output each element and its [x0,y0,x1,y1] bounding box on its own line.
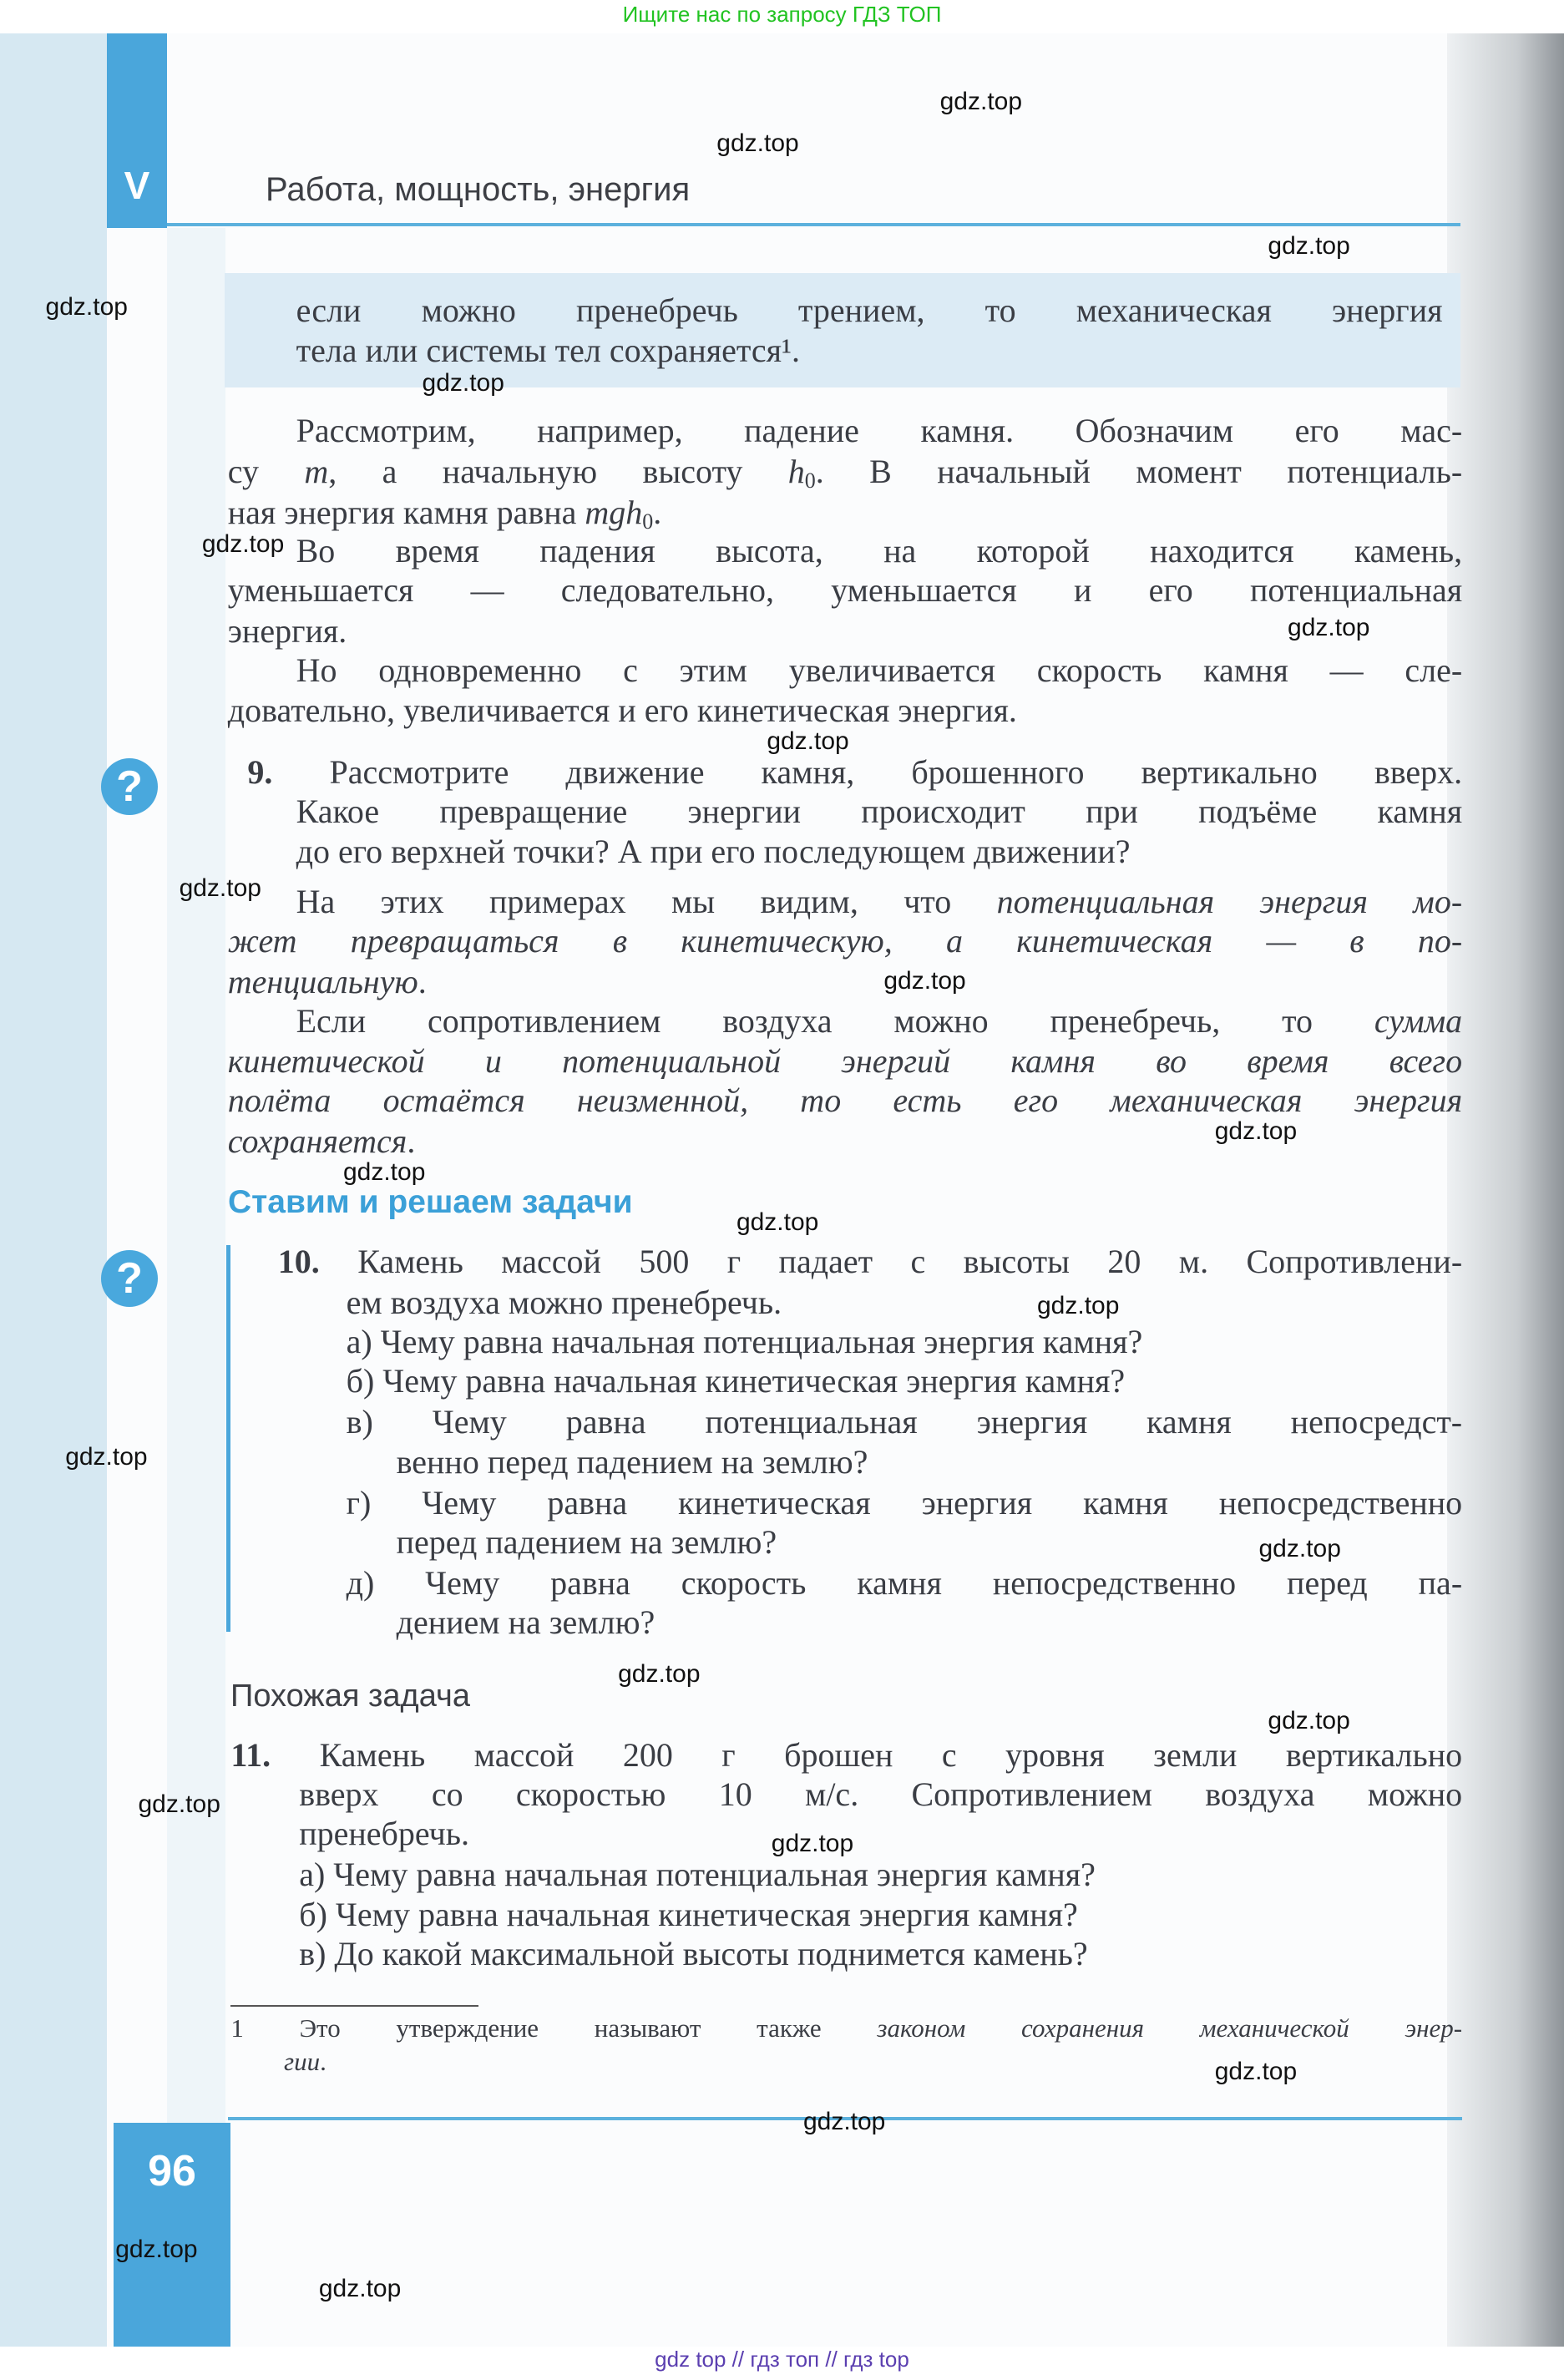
text-segment: энергия. [227,612,347,650]
watermark-text: gdz.top [883,967,966,995]
watermark-text: gdz.top [318,2275,402,2303]
watermark-text: gdz.top [1036,1292,1120,1320]
body-text-line [230,1734,1462,1776]
text-segment: кинетической и потенциальной энергий камня во время всего [227,1041,1463,1080]
body-text-line [228,492,662,534]
chapter-title: Работа, мощность, энергия [266,171,691,208]
body-text-line [347,1321,1143,1363]
body-text-line [228,1041,1462,1082]
watermark-text: gdz.top [1214,1117,1298,1146]
text-segment: в) Чему равна потенциальная энергия камня непосредст- [346,1403,1463,1441]
task-accent-bar [226,1245,230,1632]
body-text-line [296,650,1463,691]
text-segment: пренебречь. [299,1815,470,1853]
text-segment: сумма [1374,1002,1463,1041]
watermark-text: gdz.top [342,1158,426,1187]
text-segment: законом сохранения механической энер- [877,2013,1463,2043]
watermark-text: gdz.top [1214,2057,1298,2085]
watermark-text: gdz.top [939,88,1023,116]
watermark-text: gdz.top [802,2108,886,2135]
text-segment: вверх со скоростью 10 м/с. Сопротивлением воздуха можно [299,1775,1463,1813]
body-text-line [228,920,1462,962]
body-text-line [299,1933,1087,1975]
text-segment: На этих примерах мы видим, что [296,882,997,920]
watermark-text: gdz.top [65,1442,148,1471]
body-text-line [347,1562,1463,1604]
text-segment: . [320,2047,326,2077]
body-text-line [299,1774,1462,1815]
text-segment: 0 [642,509,654,534]
body-text-line [296,791,1463,833]
text-segment: сохраняется [227,1122,407,1160]
body-text-line [296,330,800,372]
text-segment: Если сопротивлением воздуха можно пренебречь, то [296,1002,1374,1041]
text-segment: ная энергия камня равна [227,494,585,532]
top-search-note: Ищите нас по запросу ГДЗ ТОП [622,2,942,27]
footer-links: gdz top // гдз топ // гдз top [655,2347,909,2372]
text-segment: уменьшается — следовательно, уменьшается и его потенциальная [227,570,1463,609]
text-segment: , а начальную высоту [328,453,788,491]
text-segment: полёта остаётся неизменной, то есть его механическая энергия [227,1081,1463,1119]
footnote-rule [230,2005,478,2007]
text-segment: 0 [804,468,816,494]
watermark-text: gdz.top [45,292,128,321]
text-segment: в) До какой максимальной высоты поднимется камень? [299,1934,1088,1972]
text-segment: б) Чему равна начальная кинетическая энергия камня? [299,1895,1078,1933]
text-segment: перед падением на землю? [396,1523,777,1562]
text-segment: Камень массой 200 г брошен с уровня земли вертикально [319,1735,1463,1774]
watermark-text: gdz.top [1258,1535,1341,1563]
body-text-line [296,1000,1463,1042]
text-segment: тела или системы тел сохраняется¹. [296,331,801,369]
body-text-line [296,831,1131,873]
text-segment: Рассмотрим, например, падение камня. Обозначим его мас- [296,411,1463,449]
text-segment: h [787,453,805,491]
body-text-line [247,752,1462,793]
body-text-line [397,1441,868,1483]
text-segment: довательно, увеличивается и его кинетическая энергия. [227,691,1017,729]
watermark-text: gdz.top [179,874,261,903]
text-segment: Камень массой 500 г падает с высоты 20 м. Сопротивлени- [357,1242,1463,1280]
text-segment: . В начальный момент потенциаль- [815,453,1463,491]
text-segment: Но одновременно с этим увеличивается скорость камня — сле- [296,651,1463,690]
text-segment: 9. [247,753,330,792]
text-segment: венно перед падением на землю? [396,1442,868,1481]
watermark-text: gdz.top [1288,613,1370,641]
body-text-line [228,610,347,652]
text-segment: г) Чему равна кинетическая энергия камня непосредственно [346,1483,1463,1522]
page-spine-shadow [1447,33,1564,2347]
text-segment: гии [284,2047,321,2077]
question-icon: ? [101,758,158,815]
body-text-line [347,1482,1463,1524]
body-text-line [228,961,427,1003]
text-segment: а) Чему равна начальная потенциальная энергия камня? [346,1323,1143,1361]
watermark-text: gdz.top [138,1790,220,1818]
watermark-text: gdz.top [716,129,799,157]
footnote-line [284,2045,326,2079]
text-segment: . [418,963,427,1001]
watermark-text: gdz.top [618,1659,701,1688]
text-segment: 1 Это утверждение называют также [230,2013,878,2043]
body-text-line [228,1121,416,1162]
text-segment: 10. [277,1242,358,1280]
text-segment: тенциальную [227,963,418,1001]
text-segment: ем воздуха можно пренебречь. [346,1283,782,1321]
header-rule [167,223,1460,226]
body-text-line [299,1813,469,1855]
watermark-text: gdz.top [422,368,504,397]
text-segment: потенциальная энергия мо- [996,882,1463,920]
watermark-text: gdz.top [736,1208,819,1237]
watermark-text: gdz.top [201,529,285,558]
text-segment: Рассмотрите движение камня, брошенного вертикально вверх. [329,753,1463,792]
body-text-line [397,1522,777,1563]
body-text-line [228,1080,1462,1122]
body-text-line [228,570,1462,611]
text-segment: жет превращаться в кинетическую, а кинетическая — в по- [227,921,1463,960]
body-text-line [397,1602,655,1643]
body-text-line [347,1360,1126,1402]
similar-task-label: Похожая задача [230,1679,470,1714]
text-segment: дением на землю? [396,1603,655,1642]
body-text-line [299,1894,1078,1936]
text-segment: су [227,453,305,491]
body-text-line [296,410,1463,452]
body-text-line [347,1282,782,1324]
chapter-number: V [124,164,150,207]
text-segment: а) Чему равна начальная потенциальная энергия камня? [299,1856,1096,1894]
watermark-text: gdz.top [771,1830,854,1858]
watermark-text: gdz.top [767,727,849,756]
left-margin-strip [0,33,107,2347]
text-segment: 11. [230,1735,320,1774]
body-text-line [228,690,1017,732]
text-segment: д) Чему равна скорость камня непосредственно перед па- [346,1564,1463,1603]
body-text-line [228,451,1462,493]
question-icon: ? [101,1250,158,1307]
body-text-line [296,881,1463,923]
body-text-line [296,530,1463,572]
text-segment: Какое превращение энергии происходит при подъёме камня [296,792,1463,831]
watermark-text: gdz.top [115,2235,198,2263]
text-segment: если можно пренебречь трением, то механическая энергия [296,291,1443,330]
text-segment: m [304,453,329,491]
text-segment: б) Чему равна начальная кинетическая энергия камня? [346,1362,1126,1400]
text-segment: . [407,1122,416,1160]
body-text-line [278,1241,1462,1283]
text-segment: Во время падения высота, на которой находится камень, [296,531,1463,570]
watermark-text: gdz.top [1268,1706,1350,1734]
body-text-line [299,1854,1096,1896]
body-text-line [296,290,1443,332]
text-segment: . [653,494,662,532]
page-number: 96 [148,2147,196,2195]
section-heading: Ставим и решаем задачи [228,1184,633,1220]
body-text-line [347,1401,1463,1443]
watermark-text: gdz.top [1268,232,1350,261]
footnote-line [230,2012,1462,2045]
text-segment: mgh [585,494,643,532]
text-segment: до его верхней точки? А при его последующем движении? [296,832,1131,870]
